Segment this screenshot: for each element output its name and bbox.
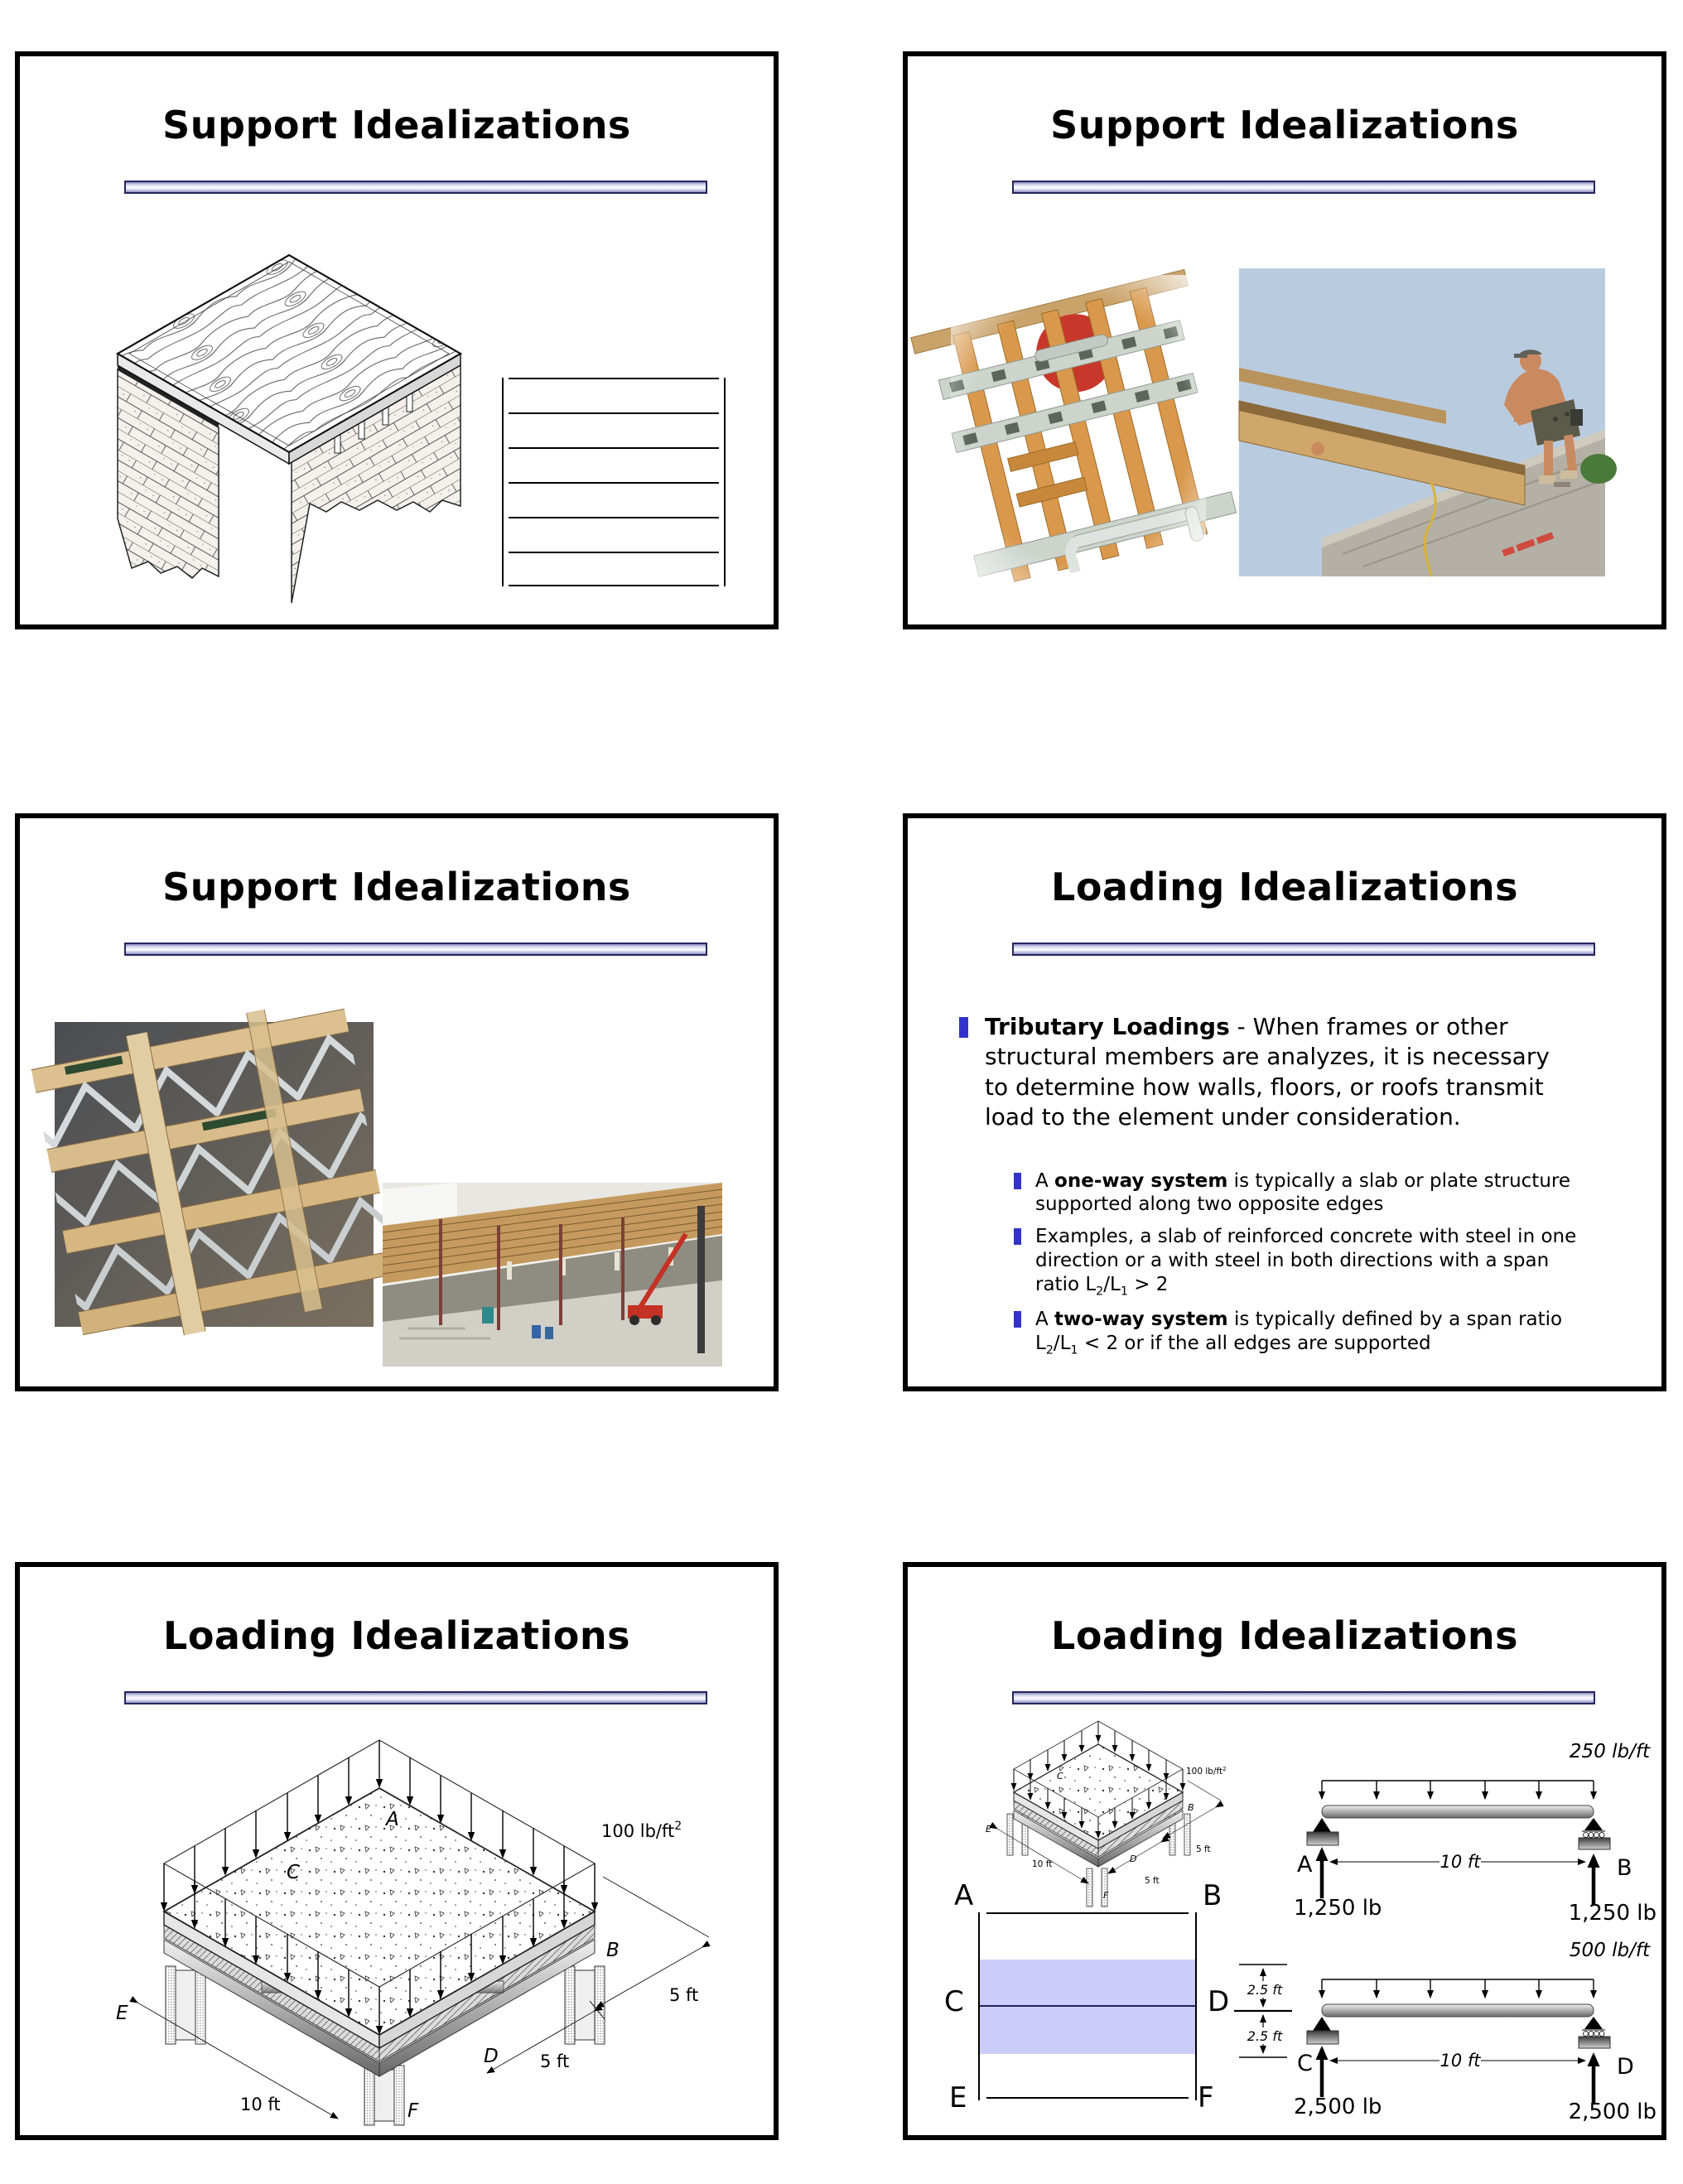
point-label-e: E bbox=[116, 2003, 128, 2024]
page-title: Support Idealizations bbox=[162, 865, 631, 909]
sub-bullet-one-way bbox=[1014, 1169, 1622, 1217]
page-title: Loading Idealizations bbox=[163, 1613, 630, 1658]
ruled-note-box bbox=[502, 378, 726, 586]
reaction-value-left: 1,250 lb bbox=[1294, 1896, 1382, 1921]
page-title: Support Idealizations bbox=[1050, 103, 1519, 147]
sub-bullet-examples bbox=[1014, 1225, 1622, 1299]
support-label-left: A bbox=[1297, 1852, 1313, 1878]
beam-bar bbox=[1322, 1806, 1594, 1818]
warehouse-interior-photo bbox=[383, 1183, 722, 1367]
sub-bullet-text: Examples, a slab of reinforced concrete with steel in one direction or a with steel in both directions with a span ratio $L_2/L_1 > 2$ bbox=[1035, 1226, 1577, 1299]
slide-3-support-idealizations bbox=[15, 813, 779, 1391]
pin-support-icon bbox=[1313, 1818, 1331, 1832]
construction-worker-photo bbox=[1239, 268, 1605, 576]
bullet-text: Tributary Loadings - When frames or other structural members are analyzes, it is necessary to determine how walls, floors, or roofs transmit load to the element under consideration. bbox=[985, 1013, 1550, 1131]
plan-label-f: F bbox=[1198, 2081, 1214, 2114]
point-label-d: D bbox=[1130, 1854, 1137, 1864]
blue-barrel bbox=[532, 1325, 541, 1338]
foreground-column bbox=[697, 1206, 705, 1353]
dim-10ft: 10 ft bbox=[1032, 1859, 1053, 1869]
load-intensity-label: 100 $lb/ft^2$ bbox=[601, 1820, 682, 1841]
dim-5ft-front: 5 ft bbox=[540, 2051, 570, 2071]
page-title: Loading Idealizations bbox=[1051, 1613, 1518, 1658]
dim-10ft: 10 ft bbox=[240, 2095, 281, 2114]
plan-label-d: D bbox=[1208, 1985, 1230, 2018]
slide-1-support-idealizations bbox=[15, 51, 779, 629]
point-label-b: B bbox=[1188, 1802, 1194, 1813]
sub-bullet-two-way bbox=[1014, 1308, 1622, 1358]
dim-5ft-right: 5 ft bbox=[669, 1985, 699, 2005]
roller-support-icon bbox=[1584, 1818, 1603, 1830]
plan-top-edge bbox=[986, 1912, 1189, 1914]
title-divider-bar bbox=[1012, 181, 1595, 194]
point-label-f: F bbox=[1103, 1890, 1109, 1901]
dim-5ft-right: 5 ft bbox=[1196, 1844, 1211, 1854]
dim-2p5ft-bottom: 2.5 ft bbox=[1247, 2028, 1283, 2044]
load-intensity-label: 100 $lb/ft^2$ bbox=[1186, 1766, 1227, 1777]
reaction-value-right: 2,500 lb bbox=[1568, 2100, 1656, 2124]
title-divider-bar bbox=[124, 943, 707, 956]
beam-load-label: 500 lb/ft bbox=[1569, 1940, 1650, 1961]
distributed-load-arrows bbox=[1322, 1781, 1594, 1799]
point-label-e: E bbox=[986, 1824, 991, 1834]
slide-5-loading-idealizations bbox=[15, 1562, 779, 2140]
roller-support-icon bbox=[1584, 2017, 1603, 2029]
point-label-d: D bbox=[484, 2046, 499, 2067]
reaction-value-left: 2,500 lb bbox=[1294, 2095, 1382, 2119]
beam-diagram-cd bbox=[1290, 1935, 1660, 2124]
point-label-c: C bbox=[287, 1862, 301, 1883]
page-title: Loading Idealizations bbox=[1051, 865, 1518, 909]
sub-bullet-text: A one-way system is typically a slab or plate structure supported along two opposite edges bbox=[1035, 1169, 1570, 1216]
plan-label-a: A bbox=[954, 1879, 974, 1912]
sub-bullet-list bbox=[1014, 1169, 1622, 1359]
bullet-marker-icon bbox=[1014, 1228, 1021, 1245]
beam-diagram-ab bbox=[1290, 1736, 1660, 1926]
plan-label-b: B bbox=[1203, 1879, 1222, 1912]
plan-label-e: E bbox=[949, 2081, 967, 2114]
support-label-right: D bbox=[1617, 2054, 1634, 2080]
beam-cd-centerline bbox=[980, 2005, 1195, 2007]
span-dim: 10 ft bbox=[1439, 2051, 1481, 2071]
beam-load-label: 250 lb/ft bbox=[1569, 1741, 1650, 1762]
page-title: Support Idealizations bbox=[162, 103, 631, 147]
plan-dimension-annotation bbox=[1232, 1958, 1297, 2071]
bullet-marker-icon bbox=[1014, 1173, 1021, 1189]
reaction-value-right: 1,250 lb bbox=[1568, 1901, 1656, 1926]
support-label-right: B bbox=[1617, 1855, 1632, 1881]
point-label-b: B bbox=[606, 1940, 620, 1961]
title-divider-bar bbox=[1012, 943, 1595, 956]
point-label-c: C bbox=[1057, 1771, 1063, 1781]
slide-2-support-idealizations bbox=[903, 51, 1666, 629]
slide-6-loading-idealizations bbox=[903, 1562, 1666, 2140]
distributed-load-arrows bbox=[1322, 1979, 1594, 1998]
dim-5ft-front: 5 ft bbox=[1145, 1876, 1160, 1886]
wood-truss-closeup-photo bbox=[55, 1022, 374, 1327]
point-label-f: F bbox=[407, 2100, 419, 2122]
beam-bar bbox=[1322, 2004, 1594, 2017]
title-divider-bar bbox=[124, 1691, 707, 1704]
slide-4-loading-idealizations bbox=[903, 813, 1666, 1391]
title-divider-bar bbox=[124, 181, 707, 194]
tributary-area-plan-view bbox=[978, 1912, 1197, 2100]
point-label-a: A bbox=[386, 1809, 399, 1830]
plan-bottom-edge bbox=[986, 2097, 1189, 2099]
plan-label-c: C bbox=[944, 1985, 964, 2018]
shrub bbox=[1580, 454, 1617, 484]
span-dim: 10 ft bbox=[1439, 1852, 1481, 1872]
pin-support-icon bbox=[1313, 2017, 1331, 2031]
slab-distributed-load-isometric-figure bbox=[56, 1736, 719, 2127]
bullet-item-tributary-loadings bbox=[959, 1012, 1622, 1133]
dim-2p5ft-top: 2.5 ft bbox=[1247, 1982, 1283, 1998]
bullet-marker-icon bbox=[1014, 1311, 1021, 1328]
bullet-list bbox=[959, 1012, 1622, 1358]
bullet-marker-icon bbox=[959, 1017, 968, 1038]
tributary-band bbox=[980, 1960, 1195, 2054]
support-label-left: C bbox=[1297, 2051, 1313, 2076]
wood-deck-on-masonry-walls-drawing bbox=[78, 237, 509, 601]
stud-wall-bridging-illustration bbox=[954, 278, 1203, 581]
sub-bullet-text: A two-way system is typically defined by a span ratio $L_2/L_1 < 2$ or if the all edges are supported bbox=[1035, 1308, 1563, 1357]
